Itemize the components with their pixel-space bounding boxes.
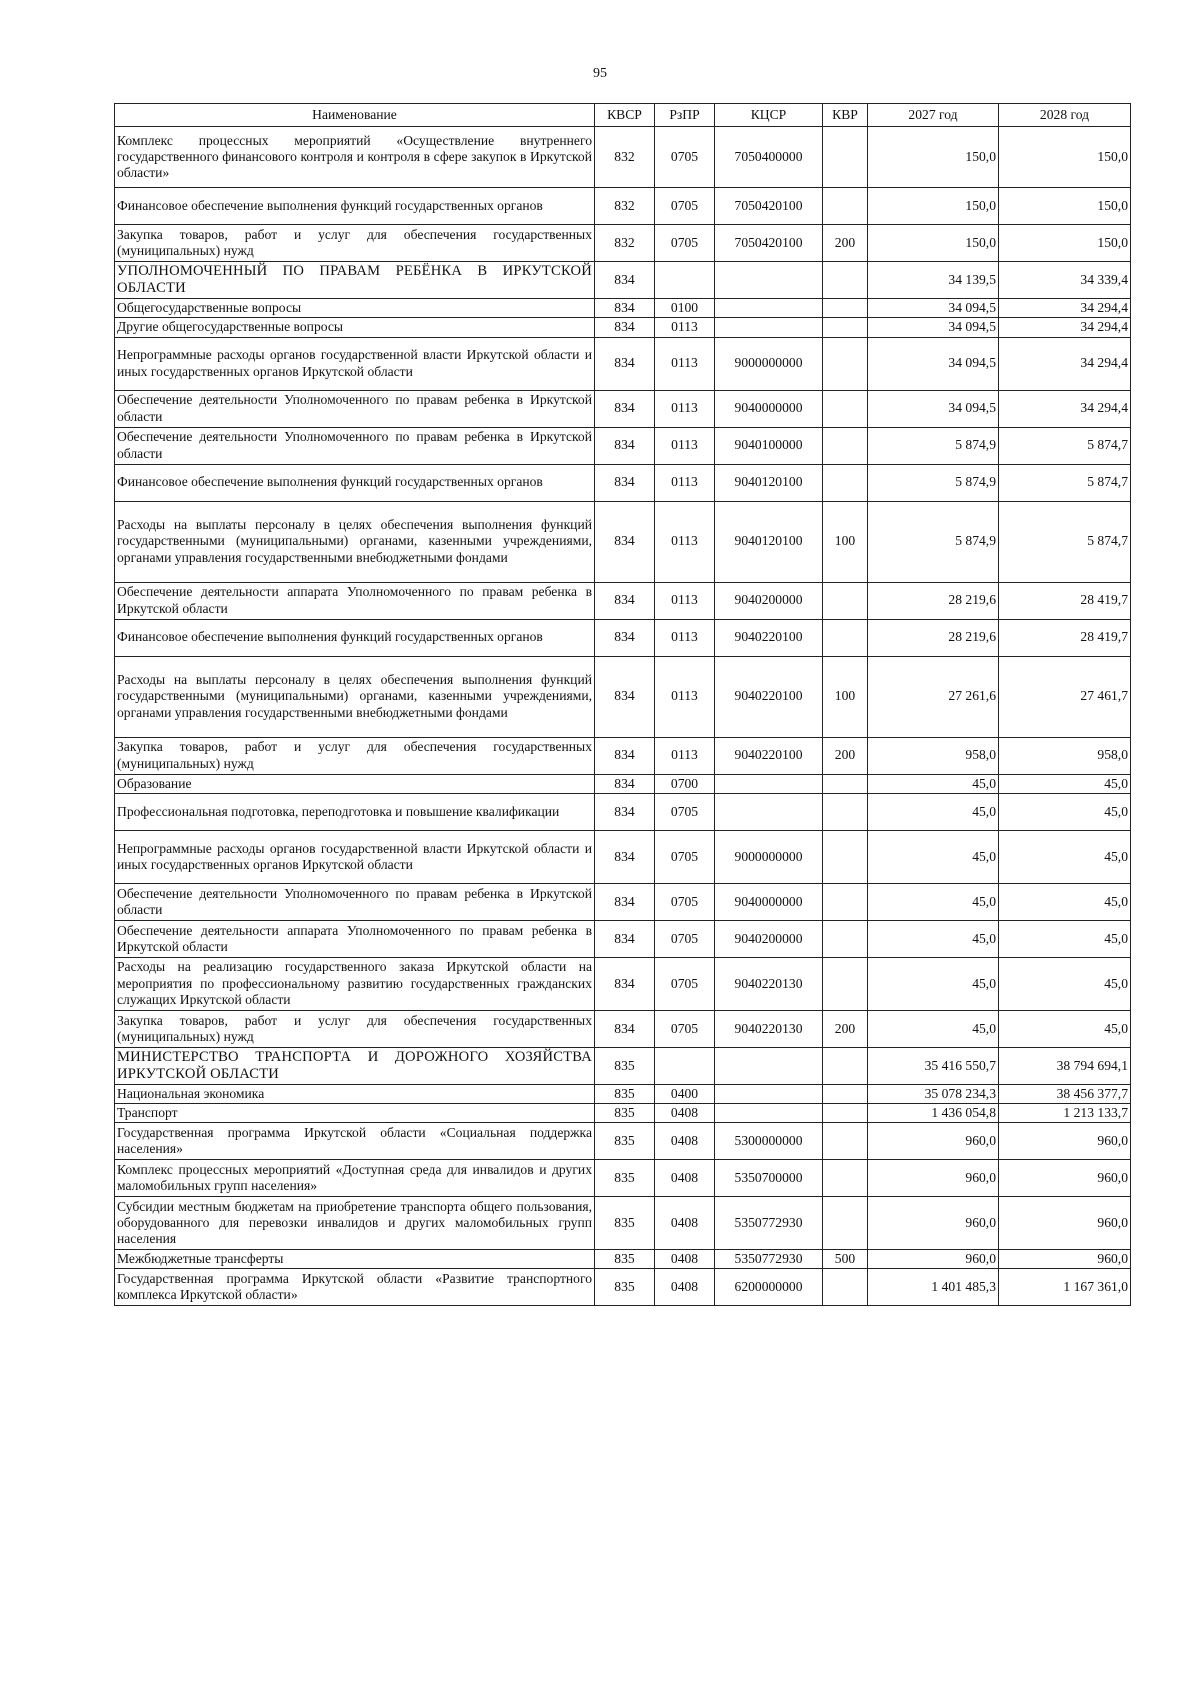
row-value-2028: 34 294,4 xyxy=(999,337,1131,390)
row-kcsr: 9040100000 xyxy=(715,427,823,464)
row-kvr xyxy=(823,337,868,390)
row-kcsr xyxy=(715,1104,823,1123)
row-value-2027: 45,0 xyxy=(868,957,999,1010)
row-kcsr xyxy=(715,299,823,318)
row-rzpr: 0113 xyxy=(655,318,715,337)
row-kvr xyxy=(823,920,868,957)
row-rzpr xyxy=(655,262,715,299)
budget-table xyxy=(114,103,1131,1306)
table-row xyxy=(115,427,1131,464)
row-kvr xyxy=(823,1084,868,1103)
header-kvr: КВР xyxy=(823,104,868,127)
row-value-2027: 45,0 xyxy=(868,793,999,830)
table-row xyxy=(115,1104,1131,1123)
page-number: 95 xyxy=(593,66,607,81)
row-rzpr: 0705 xyxy=(655,957,715,1010)
row-kvr: 100 xyxy=(823,656,868,737)
table-row xyxy=(115,1160,1131,1197)
row-kvsr: 835 xyxy=(595,1047,655,1084)
table-row xyxy=(115,337,1131,390)
row-kvsr: 834 xyxy=(595,464,655,501)
row-value-2028: 45,0 xyxy=(999,883,1131,920)
row-value-2027: 1 401 485,3 xyxy=(868,1269,999,1306)
row-value-2027: 5 874,9 xyxy=(868,464,999,501)
row-kvsr: 834 xyxy=(595,883,655,920)
row-rzpr: 0705 xyxy=(655,830,715,883)
row-kvr xyxy=(823,793,868,830)
row-name: Расходы на реализацию государственного заказа Иркутской области на мероприятия по профессиональному развитию государственных гражданских служащих Иркутской области xyxy=(115,957,595,1010)
row-rzpr: 0113 xyxy=(655,582,715,619)
row-value-2027: 28 219,6 xyxy=(868,582,999,619)
row-kvr xyxy=(823,318,868,337)
row-kvsr: 835 xyxy=(595,1104,655,1123)
row-kvsr: 834 xyxy=(595,262,655,299)
row-rzpr: 0113 xyxy=(655,656,715,737)
row-value-2027: 45,0 xyxy=(868,883,999,920)
row-kvsr: 834 xyxy=(595,656,655,737)
row-value-2027: 1 436 054,8 xyxy=(868,1104,999,1123)
row-value-2028: 958,0 xyxy=(999,737,1131,774)
row-kvsr: 834 xyxy=(595,619,655,656)
table-header-row xyxy=(115,104,1131,127)
row-kcsr xyxy=(715,1084,823,1103)
row-value-2028: 960,0 xyxy=(999,1250,1131,1269)
row-rzpr: 0700 xyxy=(655,774,715,793)
row-name: Обеспечение деятельности Уполномоченного по правам ребенка в Иркутской области xyxy=(115,883,595,920)
table-row xyxy=(115,830,1131,883)
row-rzpr: 0113 xyxy=(655,737,715,774)
row-name: Государственная программа Иркутской области «Социальная поддержка населения» xyxy=(115,1123,595,1160)
row-kcsr: 6200000000 xyxy=(715,1269,823,1306)
row-value-2028: 5 874,7 xyxy=(999,427,1131,464)
row-name: Закупка товаров, работ и услуг для обеспечения государственных (муниципальных) нужд xyxy=(115,1010,595,1047)
row-value-2027: 34 139,5 xyxy=(868,262,999,299)
row-name: Непрограммные расходы органов государственной власти Иркутской области и иных государственных органов Иркутской области xyxy=(115,337,595,390)
row-kvsr: 832 xyxy=(595,127,655,188)
row-name: Профессиональная подготовка, переподготовка и повышение квалификации xyxy=(115,793,595,830)
row-kcsr: 5300000000 xyxy=(715,1123,823,1160)
table-row xyxy=(115,582,1131,619)
row-value-2028: 45,0 xyxy=(999,920,1131,957)
row-kvr xyxy=(823,390,868,427)
row-kcsr: 5350772930 xyxy=(715,1197,823,1250)
row-kvsr: 834 xyxy=(595,299,655,318)
row-kvr xyxy=(823,262,868,299)
row-rzpr: 0705 xyxy=(655,1010,715,1047)
table-row xyxy=(115,957,1131,1010)
row-value-2027: 960,0 xyxy=(868,1197,999,1250)
table-row xyxy=(115,793,1131,830)
row-name: Субсидии местным бюджетам на приобретение транспорта общего пользования, оборудованного для перевозки инвалидов и других маломобильных групп населения xyxy=(115,1197,595,1250)
row-name: Непрограммные расходы органов государственной власти Иркутской области и иных государственных органов Иркутской области xyxy=(115,830,595,883)
row-value-2028: 45,0 xyxy=(999,957,1131,1010)
row-value-2027: 960,0 xyxy=(868,1160,999,1197)
row-kvr: 500 xyxy=(823,1250,868,1269)
row-rzpr: 0408 xyxy=(655,1123,715,1160)
row-kcsr: 9000000000 xyxy=(715,337,823,390)
row-kvr xyxy=(823,1160,868,1197)
row-name: Закупка товаров, работ и услуг для обеспечения государственных (муниципальных) нужд xyxy=(115,737,595,774)
table-row xyxy=(115,501,1131,582)
row-name: Межбюджетные трансферты xyxy=(115,1250,595,1269)
row-kvsr: 834 xyxy=(595,830,655,883)
row-kvr xyxy=(823,1047,868,1084)
row-kvsr: 834 xyxy=(595,1010,655,1047)
row-kvr: 200 xyxy=(823,225,868,262)
row-name: Национальная экономика xyxy=(115,1084,595,1103)
row-rzpr: 0705 xyxy=(655,883,715,920)
row-value-2028: 150,0 xyxy=(999,127,1131,188)
row-kvsr: 835 xyxy=(595,1269,655,1306)
row-rzpr: 0113 xyxy=(655,390,715,427)
row-value-2028: 45,0 xyxy=(999,793,1131,830)
row-name: Комплекс процессных мероприятий «Доступная среда для инвалидов и других маломобильных групп населения» xyxy=(115,1160,595,1197)
row-value-2027: 34 094,5 xyxy=(868,390,999,427)
table-row xyxy=(115,318,1131,337)
row-rzpr: 0100 xyxy=(655,299,715,318)
row-kcsr xyxy=(715,774,823,793)
row-value-2028: 34 294,4 xyxy=(999,390,1131,427)
row-kcsr: 9040000000 xyxy=(715,390,823,427)
row-kcsr: 7050400000 xyxy=(715,127,823,188)
row-value-2028: 1 167 361,0 xyxy=(999,1269,1131,1306)
row-name: Государственная программа Иркутской области «Развитие транспортного комплекса Иркутской области» xyxy=(115,1269,595,1306)
row-value-2028: 38 794 694,1 xyxy=(999,1047,1131,1084)
row-rzpr: 0408 xyxy=(655,1197,715,1250)
row-value-2028: 38 456 377,7 xyxy=(999,1084,1131,1103)
row-kvsr: 834 xyxy=(595,737,655,774)
table-row xyxy=(115,737,1131,774)
row-value-2027: 27 261,6 xyxy=(868,656,999,737)
row-name: Другие общегосударственные вопросы xyxy=(115,318,595,337)
row-value-2028: 27 461,7 xyxy=(999,656,1131,737)
row-kcsr: 5350700000 xyxy=(715,1160,823,1197)
row-value-2027: 958,0 xyxy=(868,737,999,774)
row-rzpr: 0113 xyxy=(655,501,715,582)
table-row xyxy=(115,225,1131,262)
row-kvsr: 835 xyxy=(595,1123,655,1160)
row-value-2028: 34 294,4 xyxy=(999,318,1131,337)
row-value-2028: 45,0 xyxy=(999,1010,1131,1047)
row-name: Расходы на выплаты персоналу в целях обеспечения выполнения функций государственными (муниципальными) органами, казенными учреждениями, органами управления государственными внебюджетными фондами xyxy=(115,656,595,737)
row-rzpr: 0408 xyxy=(655,1269,715,1306)
row-kvsr: 834 xyxy=(595,318,655,337)
row-rzpr: 0408 xyxy=(655,1104,715,1123)
table-row xyxy=(115,390,1131,427)
row-rzpr: 0113 xyxy=(655,427,715,464)
row-kcsr: 9040200000 xyxy=(715,920,823,957)
row-name: Комплекс процессных мероприятий «Осуществление внутреннего государственного финансового контроля и контроля в сфере закупок в Иркутской области» xyxy=(115,127,595,188)
row-name: Транспорт xyxy=(115,1104,595,1123)
table-row xyxy=(115,883,1131,920)
row-kvr xyxy=(823,830,868,883)
row-kvr xyxy=(823,464,868,501)
row-kvr: 200 xyxy=(823,1010,868,1047)
row-kcsr: 7050420100 xyxy=(715,225,823,262)
row-kvr: 200 xyxy=(823,737,868,774)
row-value-2028: 34 294,4 xyxy=(999,299,1131,318)
row-kvr xyxy=(823,299,868,318)
row-value-2028: 5 874,7 xyxy=(999,464,1131,501)
row-value-2028: 28 419,7 xyxy=(999,619,1131,656)
table-body xyxy=(115,127,1131,1306)
row-kvr xyxy=(823,957,868,1010)
row-value-2027: 45,0 xyxy=(868,920,999,957)
row-kcsr: 7050420100 xyxy=(715,188,823,225)
table-row xyxy=(115,774,1131,793)
row-value-2027: 5 874,9 xyxy=(868,501,999,582)
row-value-2028: 960,0 xyxy=(999,1160,1131,1197)
header-name: Наименование xyxy=(115,104,595,127)
row-name: Обеспечение деятельности аппарата Уполномоченного по правам ребенка в Иркутской области xyxy=(115,582,595,619)
row-value-2028: 45,0 xyxy=(999,830,1131,883)
row-value-2027: 5 874,9 xyxy=(868,427,999,464)
row-value-2027: 150,0 xyxy=(868,225,999,262)
row-rzpr: 0705 xyxy=(655,225,715,262)
row-rzpr: 0408 xyxy=(655,1250,715,1269)
row-name: МИНИСТЕРСТВО ТРАНСПОРТА И ДОРОЖНОГО ХОЗЯЙСТВА ИРКУТСКОЙ ОБЛАСТИ xyxy=(115,1047,595,1084)
header-kvsr: КВСР xyxy=(595,104,655,127)
row-value-2027: 34 094,5 xyxy=(868,299,999,318)
row-kvr xyxy=(823,1123,868,1160)
row-name: Обеспечение деятельности аппарата Уполномоченного по правам ребенка в Иркутской области xyxy=(115,920,595,957)
row-kvr xyxy=(823,582,868,619)
row-value-2027: 150,0 xyxy=(868,127,999,188)
header-2028: 2028 год xyxy=(999,104,1131,127)
row-kvr xyxy=(823,127,868,188)
row-kvsr: 834 xyxy=(595,774,655,793)
table-row xyxy=(115,619,1131,656)
row-kcsr: 9040220130 xyxy=(715,957,823,1010)
row-kvsr: 835 xyxy=(595,1160,655,1197)
row-rzpr: 0705 xyxy=(655,920,715,957)
row-kcsr: 5350772930 xyxy=(715,1250,823,1269)
row-kcsr: 9040220130 xyxy=(715,1010,823,1047)
row-value-2028: 5 874,7 xyxy=(999,501,1131,582)
table-row xyxy=(115,1084,1131,1103)
header-2027: 2027 год xyxy=(868,104,999,127)
row-kvsr: 834 xyxy=(595,582,655,619)
row-value-2027: 35 078 234,3 xyxy=(868,1084,999,1103)
row-kcsr: 9040220100 xyxy=(715,737,823,774)
row-kvsr: 834 xyxy=(595,427,655,464)
row-kcsr: 9040220100 xyxy=(715,619,823,656)
row-value-2027: 34 094,5 xyxy=(868,337,999,390)
table-row xyxy=(115,1250,1131,1269)
row-kvsr: 834 xyxy=(595,957,655,1010)
row-kcsr: 9000000000 xyxy=(715,830,823,883)
row-value-2028: 960,0 xyxy=(999,1123,1131,1160)
row-kvr xyxy=(823,427,868,464)
row-name: Финансовое обеспечение выполнения функций государственных органов xyxy=(115,188,595,225)
table-row xyxy=(115,1197,1131,1250)
row-kcsr: 9040200000 xyxy=(715,582,823,619)
row-value-2028: 45,0 xyxy=(999,774,1131,793)
row-name: Финансовое обеспечение выполнения функций государственных органов xyxy=(115,464,595,501)
row-value-2028: 28 419,7 xyxy=(999,582,1131,619)
row-rzpr: 0705 xyxy=(655,793,715,830)
row-value-2027: 960,0 xyxy=(868,1250,999,1269)
row-kvsr: 834 xyxy=(595,337,655,390)
row-kvr xyxy=(823,619,868,656)
table-row xyxy=(115,299,1131,318)
row-kcsr xyxy=(715,318,823,337)
table-row xyxy=(115,656,1131,737)
row-name: УПОЛНОМОЧЕННЫЙ ПО ПРАВАМ РЕБЁНКА В ИРКУТСКОЙ ОБЛАСТИ xyxy=(115,262,595,299)
row-kvsr: 835 xyxy=(595,1197,655,1250)
row-value-2028: 34 339,4 xyxy=(999,262,1131,299)
table-row xyxy=(115,127,1131,188)
row-rzpr: 0400 xyxy=(655,1084,715,1103)
row-name: Обеспечение деятельности Уполномоченного по правам ребенка в Иркутской области xyxy=(115,427,595,464)
row-rzpr: 0705 xyxy=(655,127,715,188)
row-kcsr xyxy=(715,262,823,299)
row-name: Образование xyxy=(115,774,595,793)
row-kcsr xyxy=(715,1047,823,1084)
table-row xyxy=(115,188,1131,225)
row-rzpr xyxy=(655,1047,715,1084)
row-kvsr: 834 xyxy=(595,793,655,830)
row-kvsr: 835 xyxy=(595,1084,655,1103)
row-name: Закупка товаров, работ и услуг для обеспечения государственных (муниципальных) нужд xyxy=(115,225,595,262)
row-rzpr: 0113 xyxy=(655,619,715,656)
row-kvsr: 832 xyxy=(595,188,655,225)
header-rzpr: РзПР xyxy=(655,104,715,127)
row-value-2027: 45,0 xyxy=(868,1010,999,1047)
table-row xyxy=(115,1047,1131,1084)
row-kcsr: 9040220100 xyxy=(715,656,823,737)
table-row xyxy=(115,1123,1131,1160)
row-kcsr: 9040000000 xyxy=(715,883,823,920)
row-value-2028: 150,0 xyxy=(999,188,1131,225)
row-kvsr: 834 xyxy=(595,390,655,427)
row-kvsr: 834 xyxy=(595,501,655,582)
row-value-2027: 45,0 xyxy=(868,774,999,793)
row-kvr xyxy=(823,1104,868,1123)
row-rzpr: 0408 xyxy=(655,1160,715,1197)
row-rzpr: 0705 xyxy=(655,188,715,225)
row-value-2027: 960,0 xyxy=(868,1123,999,1160)
table-row xyxy=(115,920,1131,957)
table-row xyxy=(115,1010,1131,1047)
table-row xyxy=(115,1269,1131,1306)
row-kvr xyxy=(823,1269,868,1306)
row-value-2028: 150,0 xyxy=(999,225,1131,262)
row-rzpr: 0113 xyxy=(655,337,715,390)
row-kvr: 100 xyxy=(823,501,868,582)
row-name: Финансовое обеспечение выполнения функций государственных органов xyxy=(115,619,595,656)
row-kvr xyxy=(823,188,868,225)
row-value-2027: 45,0 xyxy=(868,830,999,883)
row-kvsr: 835 xyxy=(595,1250,655,1269)
row-kcsr: 9040120100 xyxy=(715,501,823,582)
row-kvsr: 832 xyxy=(595,225,655,262)
row-name: Обеспечение деятельности Уполномоченного по правам ребенка в Иркутской области xyxy=(115,390,595,427)
row-kvr xyxy=(823,1197,868,1250)
row-value-2027: 28 219,6 xyxy=(868,619,999,656)
row-name: Расходы на выплаты персоналу в целях обеспечения выполнения функций государственными (муниципальными) органами, казенными учреждениями, органами управления государственными внебюджетными фондами xyxy=(115,501,595,582)
row-value-2027: 34 094,5 xyxy=(868,318,999,337)
row-rzpr: 0113 xyxy=(655,464,715,501)
row-kvsr: 834 xyxy=(595,920,655,957)
row-kcsr xyxy=(715,793,823,830)
row-kcsr: 9040120100 xyxy=(715,464,823,501)
row-value-2027: 150,0 xyxy=(868,188,999,225)
row-value-2027: 35 416 550,7 xyxy=(868,1047,999,1084)
table-row xyxy=(115,262,1131,299)
row-value-2028: 1 213 133,7 xyxy=(999,1104,1131,1123)
header-kcsr: КЦСР xyxy=(715,104,823,127)
table-row xyxy=(115,464,1131,501)
row-value-2028: 960,0 xyxy=(999,1197,1131,1250)
row-kvr xyxy=(823,883,868,920)
row-name: Общегосударственные вопросы xyxy=(115,299,595,318)
row-kvr xyxy=(823,774,868,793)
